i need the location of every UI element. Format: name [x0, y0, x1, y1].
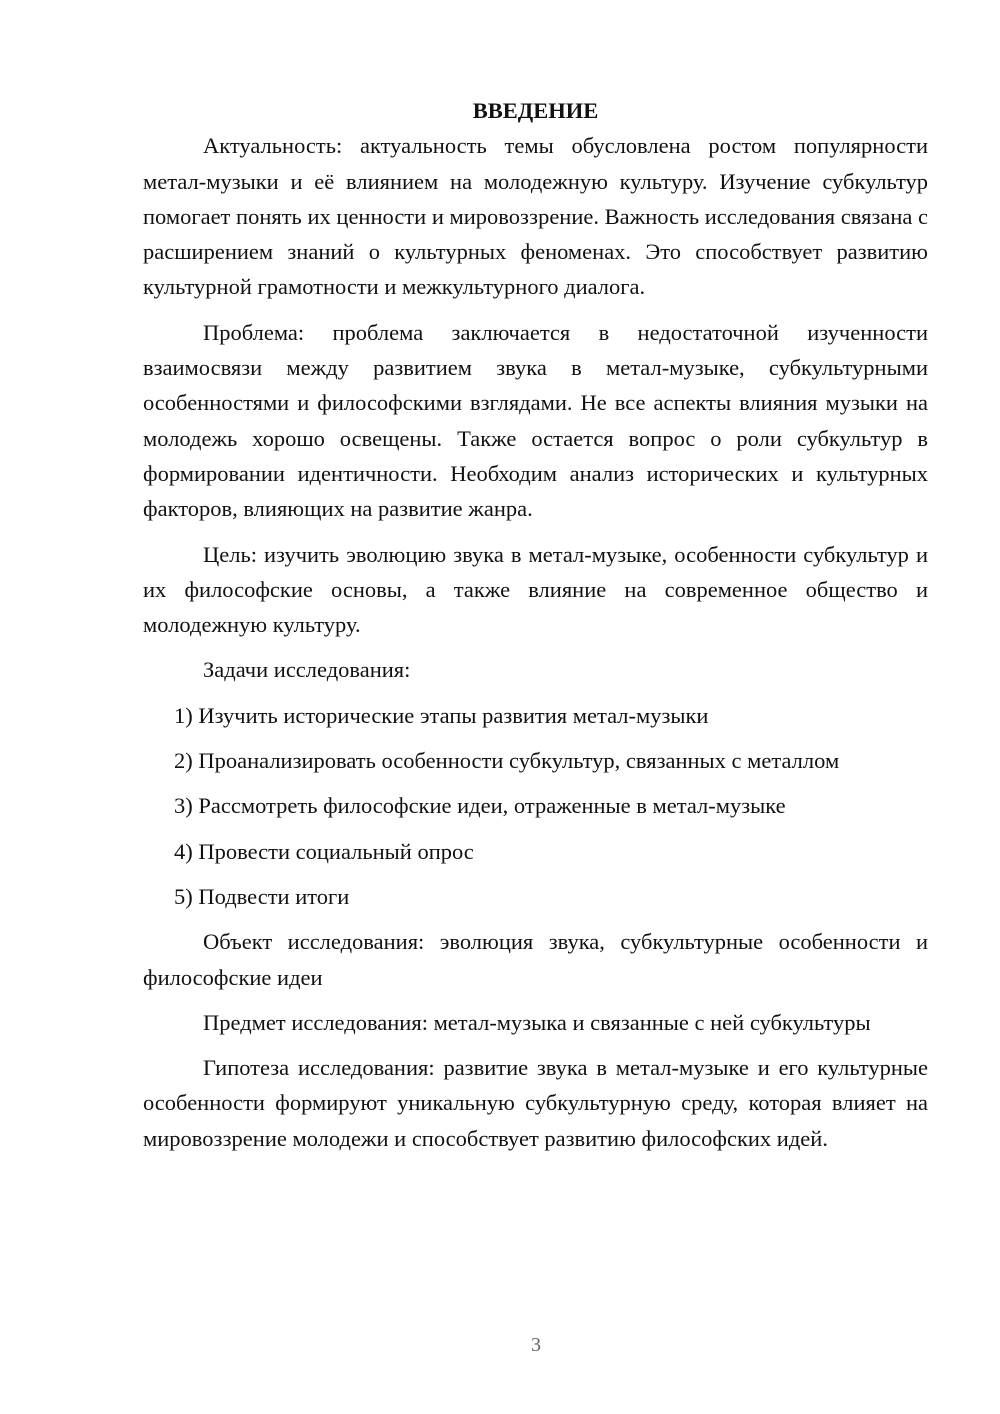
hypothesis-paragraph: Гипотеза исследования: развитие звука в метал-музыке и его культурные особенности формируют уникальную субкультурную среду, которая влияет на мировоззрение молодежи и способствует развитию философских идей. — [143, 1055, 928, 1151]
list-item: 4) Провести социальный опрос — [174, 838, 474, 864]
goal-paragraph: Цель: изучить эволюцию звука в метал-музыке, особенности субкультур и их философские основы, а также влияние на современное общество и молодежную культуру. — [143, 541, 928, 638]
object-paragraph: Объект исследования: эволюция звука, субкультурные особенности и философские идеи — [143, 929, 928, 990]
list-item: 3) Рассмотреть философские идеи, отраженные в метал-музыке — [174, 793, 786, 819]
page-number: 3 — [531, 1334, 541, 1356]
subject-paragraph: Предмет исследования: метал-музыка и связанные с ней субкультуры — [203, 1009, 871, 1035]
list-item: 2) Проанализировать особенности субкультур, связанных с металлом — [174, 748, 840, 774]
list-item: 1) Изучить исторические этапы развития метал-музыки — [174, 702, 709, 728]
tasks-list — [143, 698, 928, 914]
page-title: ВВЕДЕНИЕ — [472, 98, 599, 123]
tasks-heading: Задачи исследования: — [203, 657, 411, 683]
problem-paragraph: Проблема: проблема заключается в недостаточной изученности взаимосвязи между развитием звука в метал-музыке, субкультурными особенностями и философскими взглядами. Не все аспекты влияния музыки на молодежь хорошо освещены. Также остается вопрос о роли субкультур в формировании идентичности. Необходим анализ исторических и культурных факторов, влияющих на развитие жанра. — [143, 319, 928, 522]
relevance-paragraph: Актуальность: актуальность темы обусловлена ростом популярности метал-музыки и её влиянием на молодежную культуру. Изучение субкультур помогает понять их ценности и мировоззрение. Важность исследования связана с расширением знаний о культурных феноменах. Это способствует развитию культурной грамотности и межкультурного диалога. — [143, 133, 928, 300]
page-content — [143, 93, 928, 1166]
list-item: 5) Подвести итоги — [174, 883, 350, 909]
